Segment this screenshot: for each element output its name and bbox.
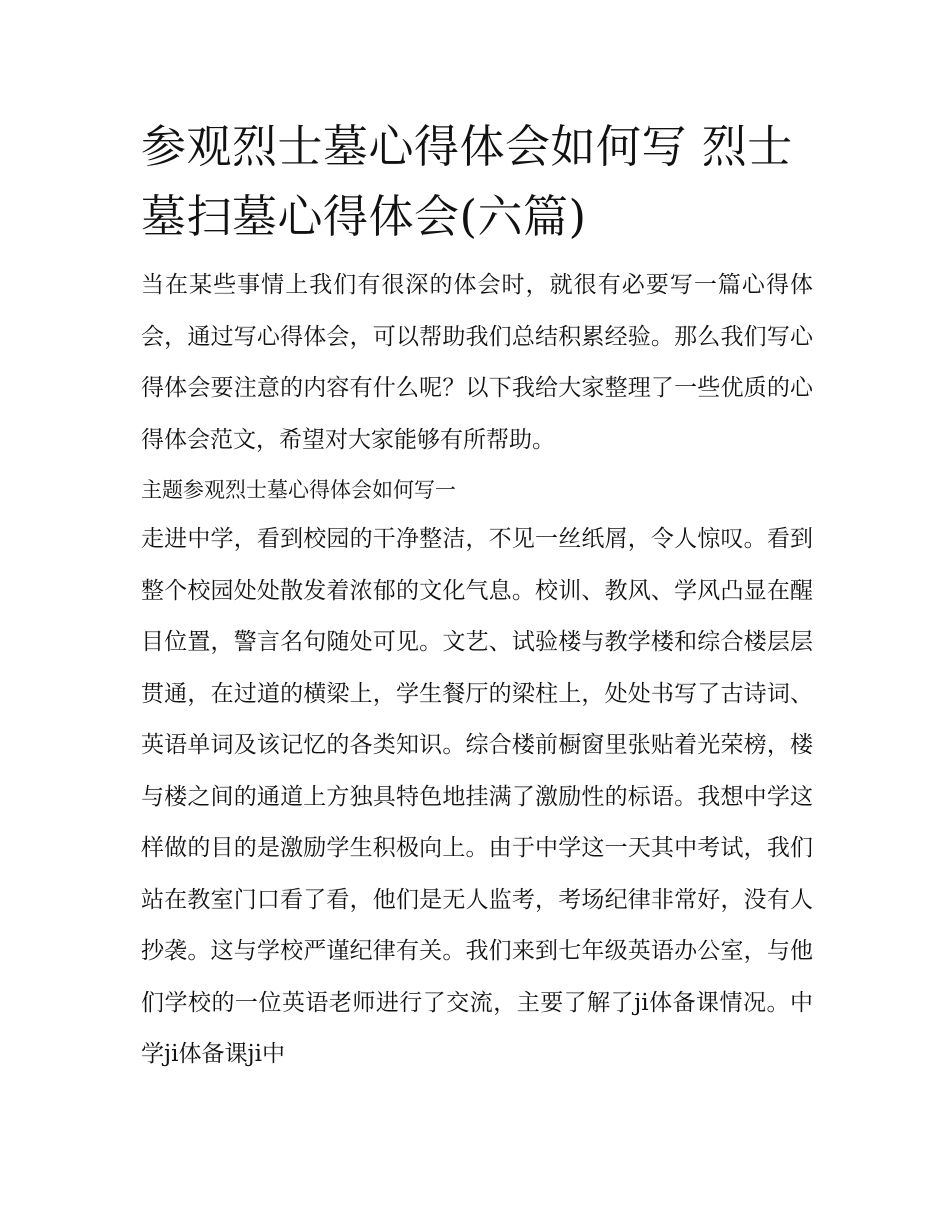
section-heading: 主题参观烈士墓心得体会如何写一 xyxy=(141,478,456,502)
document-title: 参观烈士墓心得体会如何写 烈士墓扫墓心得体会(六篇) xyxy=(141,120,793,243)
intro-paragraph: 当在某些事情上我们有很深的体会时，就很有必要写一篇心得体会，通过写心得体会，可以帮助我们总结积累经验。那么我们写心得体会要注意的内容有什么呢？以下我给大家整理了一些优质的心得体会范文，希望对大家能够有所帮助。 xyxy=(141,272,813,453)
body-paragraph: 走进中学，看到校园的干净整洁，不见一丝纸屑，令人惊叹。看到整个校园处处散发着浓郁的文化气息。校训、教风、学风凸显在醒目位置，警言名句随处可见。文艺、试验楼与教学楼和综合楼层层贯通，在过道的横梁上，学生餐厅的梁柱上，处处书写了古诗词、英语单词及该记忆的各类知识。综合楼前橱窗里张贴着光荣榜，楼与楼之间的通道上方独具特色地挂满了激励性的标语。我想中学这样做的目的是激励学生积极向上。由于中学这一天其中考试，我们站在教室门口看了看，他们是无人监考，考场纪律非常好，没有人抄袭。这与学校严谨纪律有关。我们来到七年级英语办公室，与他们学校的一位英语老师进行了交流，主要了解了ji体备课情况。中学ji体备课ji中 xyxy=(141,526,813,1067)
document-page xyxy=(141,112,813,1081)
